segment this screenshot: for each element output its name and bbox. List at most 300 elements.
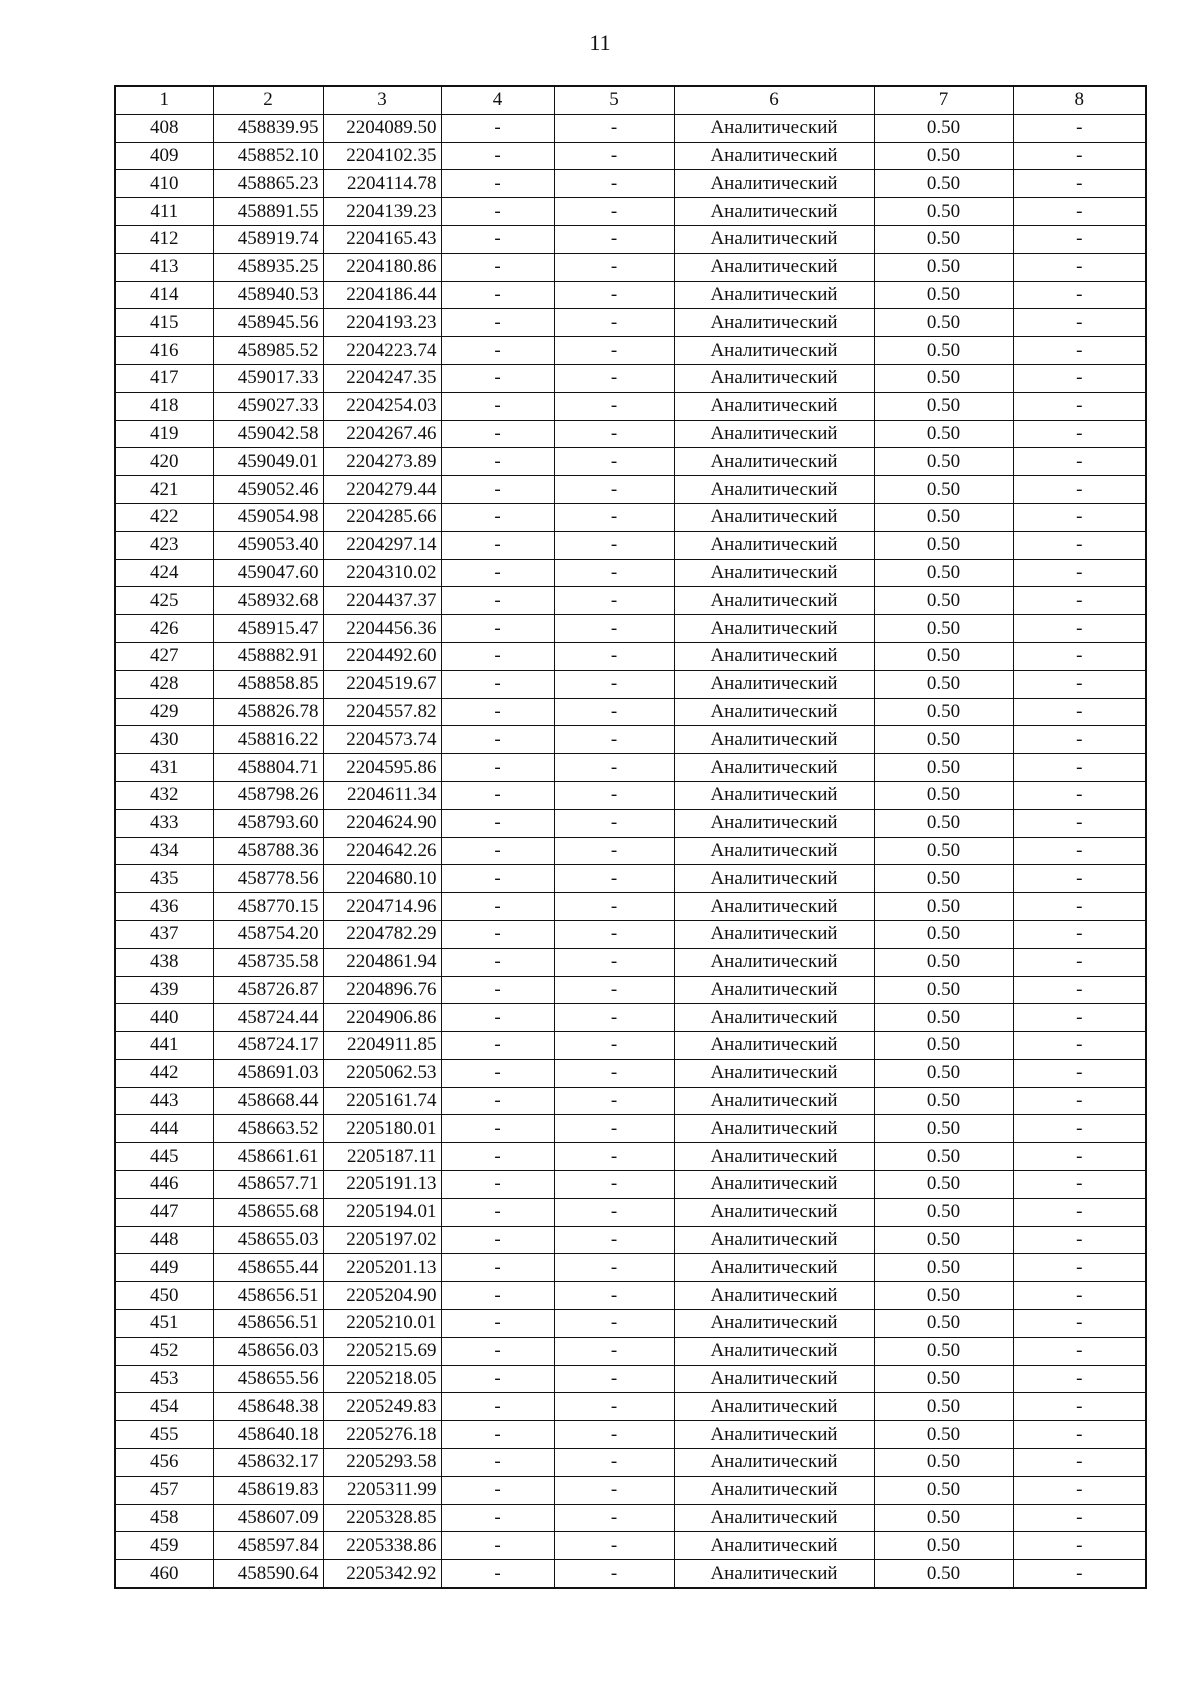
- col8-cell: -: [1013, 392, 1146, 420]
- accuracy-cell: 0.50: [874, 198, 1013, 226]
- y-coordinate-cell: 2204611.34: [323, 781, 441, 809]
- accuracy-cell: 0.50: [874, 448, 1013, 476]
- col4-cell: -: [441, 1282, 554, 1310]
- table-row: [115, 1310, 1146, 1338]
- x-coordinate-cell: 459054.98: [213, 503, 323, 531]
- x-coordinate-cell: 459049.01: [213, 448, 323, 476]
- col8-cell: -: [1013, 142, 1146, 170]
- page-number: 11: [589, 30, 611, 55]
- accuracy-cell: 0.50: [874, 1476, 1013, 1504]
- column-header: 7: [874, 86, 1013, 114]
- column-header: 6: [674, 86, 874, 114]
- point-number-cell: 449: [115, 1254, 213, 1282]
- x-coordinate-cell: 458804.71: [213, 754, 323, 782]
- x-coordinate-cell: 458940.53: [213, 281, 323, 309]
- method-cell: Аналитический: [674, 1115, 874, 1143]
- y-coordinate-cell: 2204285.66: [323, 503, 441, 531]
- x-coordinate-cell: 458597.84: [213, 1532, 323, 1560]
- col5-cell: -: [554, 698, 674, 726]
- x-coordinate-cell: 458655.68: [213, 1198, 323, 1226]
- accuracy-cell: 0.50: [874, 837, 1013, 865]
- accuracy-cell: 0.50: [874, 809, 1013, 837]
- col8-cell: -: [1013, 754, 1146, 782]
- method-cell: Аналитический: [674, 1532, 874, 1560]
- col8-cell: -: [1013, 976, 1146, 1004]
- col4-cell: -: [441, 587, 554, 615]
- y-coordinate-cell: 2205180.01: [323, 1115, 441, 1143]
- col4-cell: -: [441, 670, 554, 698]
- col5-cell: -: [554, 1254, 674, 1282]
- point-number-cell: 416: [115, 337, 213, 365]
- table-row: [115, 476, 1146, 504]
- x-coordinate-cell: 458935.25: [213, 253, 323, 281]
- column-header: 5: [554, 86, 674, 114]
- point-number-cell: 417: [115, 364, 213, 392]
- table-row: [115, 865, 1146, 893]
- col8-cell: -: [1013, 1115, 1146, 1143]
- accuracy-cell: 0.50: [874, 726, 1013, 754]
- col8-cell: -: [1013, 1532, 1146, 1560]
- y-coordinate-cell: 2204519.67: [323, 670, 441, 698]
- col4-cell: -: [441, 225, 554, 253]
- col4-cell: -: [441, 1449, 554, 1477]
- col8-cell: -: [1013, 809, 1146, 837]
- point-number-cell: 425: [115, 587, 213, 615]
- col5-cell: -: [554, 809, 674, 837]
- accuracy-cell: 0.50: [874, 1504, 1013, 1532]
- col4-cell: -: [441, 503, 554, 531]
- y-coordinate-cell: 2204714.96: [323, 893, 441, 921]
- accuracy-cell: 0.50: [874, 1365, 1013, 1393]
- x-coordinate-cell: 458985.52: [213, 337, 323, 365]
- point-number-cell: 442: [115, 1059, 213, 1087]
- x-coordinate-cell: 458839.95: [213, 114, 323, 142]
- y-coordinate-cell: 2204310.02: [323, 559, 441, 587]
- col8-cell: -: [1013, 1310, 1146, 1338]
- point-number-cell: 410: [115, 170, 213, 198]
- col5-cell: -: [554, 865, 674, 893]
- y-coordinate-cell: 2205197.02: [323, 1226, 441, 1254]
- y-coordinate-cell: 2205210.01: [323, 1310, 441, 1338]
- method-cell: Аналитический: [674, 1476, 874, 1504]
- method-cell: Аналитический: [674, 1032, 874, 1060]
- col4-cell: -: [441, 1115, 554, 1143]
- accuracy-cell: 0.50: [874, 170, 1013, 198]
- col4-cell: -: [441, 1004, 554, 1032]
- col5-cell: -: [554, 1032, 674, 1060]
- point-number-cell: 427: [115, 642, 213, 670]
- accuracy-cell: 0.50: [874, 114, 1013, 142]
- col5-cell: -: [554, 1004, 674, 1032]
- table-row: [115, 1449, 1146, 1477]
- y-coordinate-cell: 2205187.11: [323, 1143, 441, 1171]
- col5-cell: -: [554, 337, 674, 365]
- method-cell: Аналитический: [674, 642, 874, 670]
- col4-cell: -: [441, 1143, 554, 1171]
- col8-cell: -: [1013, 364, 1146, 392]
- table-row: [115, 1560, 1146, 1588]
- col8-cell: -: [1013, 1143, 1146, 1171]
- y-coordinate-cell: 2204139.23: [323, 198, 441, 226]
- method-cell: Аналитический: [674, 1449, 874, 1477]
- col4-cell: -: [441, 114, 554, 142]
- y-coordinate-cell: 2204223.74: [323, 337, 441, 365]
- col8-cell: -: [1013, 1004, 1146, 1032]
- x-coordinate-cell: 458754.20: [213, 920, 323, 948]
- method-cell: Аналитический: [674, 448, 874, 476]
- table-row: [115, 781, 1146, 809]
- col5-cell: -: [554, 1365, 674, 1393]
- y-coordinate-cell: 2204254.03: [323, 392, 441, 420]
- col4-cell: -: [441, 281, 554, 309]
- col5-cell: -: [554, 309, 674, 337]
- col8-cell: -: [1013, 670, 1146, 698]
- table-row: [115, 1532, 1146, 1560]
- table-row: [115, 1198, 1146, 1226]
- y-coordinate-cell: 2204782.29: [323, 920, 441, 948]
- y-coordinate-cell: 2205249.83: [323, 1393, 441, 1421]
- table-row: [115, 698, 1146, 726]
- y-coordinate-cell: 2204911.85: [323, 1032, 441, 1060]
- col5-cell: -: [554, 1143, 674, 1171]
- col5-cell: -: [554, 1171, 674, 1199]
- method-cell: Аналитический: [674, 920, 874, 948]
- col4-cell: -: [441, 1059, 554, 1087]
- accuracy-cell: 0.50: [874, 503, 1013, 531]
- y-coordinate-cell: 2204573.74: [323, 726, 441, 754]
- col4-cell: -: [441, 392, 554, 420]
- method-cell: Аналитический: [674, 1254, 874, 1282]
- y-coordinate-cell: 2205342.92: [323, 1560, 441, 1588]
- y-coordinate-cell: 2204193.23: [323, 309, 441, 337]
- point-number-cell: 437: [115, 920, 213, 948]
- x-coordinate-cell: 458816.22: [213, 726, 323, 754]
- col5-cell: -: [554, 476, 674, 504]
- method-cell: Аналитический: [674, 1143, 874, 1171]
- point-number-cell: 453: [115, 1365, 213, 1393]
- accuracy-cell: 0.50: [874, 253, 1013, 281]
- table-row: [115, 142, 1146, 170]
- col8-cell: -: [1013, 1393, 1146, 1421]
- table-row: [115, 1476, 1146, 1504]
- col5-cell: -: [554, 253, 674, 281]
- x-coordinate-cell: 458691.03: [213, 1059, 323, 1087]
- x-coordinate-cell: 458858.85: [213, 670, 323, 698]
- accuracy-cell: 0.50: [874, 559, 1013, 587]
- x-coordinate-cell: 458655.44: [213, 1254, 323, 1282]
- table-row: [115, 392, 1146, 420]
- accuracy-cell: 0.50: [874, 142, 1013, 170]
- point-number-cell: 434: [115, 837, 213, 865]
- col5-cell: -: [554, 670, 674, 698]
- col5-cell: -: [554, 1476, 674, 1504]
- col8-cell: -: [1013, 1504, 1146, 1532]
- method-cell: Аналитический: [674, 615, 874, 643]
- col4-cell: -: [441, 809, 554, 837]
- col5-cell: -: [554, 587, 674, 615]
- table-row: [115, 1087, 1146, 1115]
- table-row: [115, 948, 1146, 976]
- method-cell: Аналитический: [674, 1365, 874, 1393]
- point-number-cell: 428: [115, 670, 213, 698]
- table-row: [115, 1059, 1146, 1087]
- col5-cell: -: [554, 781, 674, 809]
- y-coordinate-cell: 2205311.99: [323, 1476, 441, 1504]
- col5-cell: -: [554, 726, 674, 754]
- y-coordinate-cell: 2205191.13: [323, 1171, 441, 1199]
- method-cell: Аналитический: [674, 1421, 874, 1449]
- point-number-cell: 446: [115, 1171, 213, 1199]
- point-number-cell: 454: [115, 1393, 213, 1421]
- col5-cell: -: [554, 364, 674, 392]
- col4-cell: -: [441, 1476, 554, 1504]
- method-cell: Аналитический: [674, 698, 874, 726]
- column-header: 2: [213, 86, 323, 114]
- accuracy-cell: 0.50: [874, 1115, 1013, 1143]
- col8-cell: -: [1013, 642, 1146, 670]
- point-number-cell: 411: [115, 198, 213, 226]
- method-cell: Аналитический: [674, 531, 874, 559]
- col4-cell: -: [441, 1171, 554, 1199]
- accuracy-cell: 0.50: [874, 1337, 1013, 1365]
- table-row: [115, 503, 1146, 531]
- col4-cell: -: [441, 698, 554, 726]
- table-row: [115, 1226, 1146, 1254]
- method-cell: Аналитический: [674, 253, 874, 281]
- point-number-cell: 445: [115, 1143, 213, 1171]
- col5-cell: -: [554, 503, 674, 531]
- col5-cell: -: [554, 448, 674, 476]
- point-number-cell: 455: [115, 1421, 213, 1449]
- col5-cell: -: [554, 642, 674, 670]
- y-coordinate-cell: 2204680.10: [323, 865, 441, 893]
- y-coordinate-cell: 2204102.35: [323, 142, 441, 170]
- col5-cell: -: [554, 615, 674, 643]
- col5-cell: -: [554, 920, 674, 948]
- x-coordinate-cell: 458648.38: [213, 1393, 323, 1421]
- point-number-cell: 421: [115, 476, 213, 504]
- point-number-cell: 441: [115, 1032, 213, 1060]
- table-row: [115, 364, 1146, 392]
- point-number-cell: 435: [115, 865, 213, 893]
- col4-cell: -: [441, 1198, 554, 1226]
- y-coordinate-cell: 2204089.50: [323, 114, 441, 142]
- col8-cell: -: [1013, 1171, 1146, 1199]
- accuracy-cell: 0.50: [874, 1226, 1013, 1254]
- method-cell: Аналитический: [674, 1171, 874, 1199]
- col4-cell: -: [441, 976, 554, 1004]
- col8-cell: -: [1013, 587, 1146, 615]
- col8-cell: -: [1013, 1421, 1146, 1449]
- col4-cell: -: [441, 420, 554, 448]
- table-row: [115, 893, 1146, 921]
- col4-cell: -: [441, 1504, 554, 1532]
- col4-cell: -: [441, 559, 554, 587]
- y-coordinate-cell: 2204186.44: [323, 281, 441, 309]
- table-row: [115, 1143, 1146, 1171]
- point-number-cell: 452: [115, 1337, 213, 1365]
- col5-cell: -: [554, 754, 674, 782]
- table-row: [115, 281, 1146, 309]
- table-header-row: [115, 86, 1146, 114]
- method-cell: Аналитический: [674, 420, 874, 448]
- method-cell: Аналитический: [674, 865, 874, 893]
- accuracy-cell: 0.50: [874, 309, 1013, 337]
- method-cell: Аналитический: [674, 225, 874, 253]
- point-number-cell: 432: [115, 781, 213, 809]
- table-row: [115, 225, 1146, 253]
- method-cell: Аналитический: [674, 726, 874, 754]
- x-coordinate-cell: 458724.17: [213, 1032, 323, 1060]
- col4-cell: -: [441, 754, 554, 782]
- table-row: [115, 615, 1146, 643]
- method-cell: Аналитический: [674, 170, 874, 198]
- table-row: [115, 420, 1146, 448]
- accuracy-cell: 0.50: [874, 1532, 1013, 1560]
- table-body: [115, 114, 1146, 1588]
- x-coordinate-cell: 458663.52: [213, 1115, 323, 1143]
- point-number-cell: 459: [115, 1532, 213, 1560]
- col5-cell: -: [554, 225, 674, 253]
- point-number-cell: 440: [115, 1004, 213, 1032]
- col8-cell: -: [1013, 531, 1146, 559]
- col5-cell: -: [554, 1059, 674, 1087]
- point-number-cell: 420: [115, 448, 213, 476]
- method-cell: Аналитический: [674, 1282, 874, 1310]
- y-coordinate-cell: 2204492.60: [323, 642, 441, 670]
- col8-cell: -: [1013, 1087, 1146, 1115]
- col5-cell: -: [554, 1560, 674, 1588]
- point-number-cell: 426: [115, 615, 213, 643]
- col4-cell: -: [441, 893, 554, 921]
- method-cell: Аналитический: [674, 114, 874, 142]
- point-number-cell: 444: [115, 1115, 213, 1143]
- col5-cell: -: [554, 1449, 674, 1477]
- col5-cell: -: [554, 1226, 674, 1254]
- x-coordinate-cell: 458798.26: [213, 781, 323, 809]
- table-row: [115, 642, 1146, 670]
- point-number-cell: 458: [115, 1504, 213, 1532]
- point-number-cell: 456: [115, 1449, 213, 1477]
- y-coordinate-cell: 2205215.69: [323, 1337, 441, 1365]
- col5-cell: -: [554, 1393, 674, 1421]
- col8-cell: -: [1013, 698, 1146, 726]
- accuracy-cell: 0.50: [874, 1004, 1013, 1032]
- y-coordinate-cell: 2205276.18: [323, 1421, 441, 1449]
- col5-cell: -: [554, 1115, 674, 1143]
- col8-cell: -: [1013, 170, 1146, 198]
- table-row: [115, 198, 1146, 226]
- y-coordinate-cell: 2205194.01: [323, 1198, 441, 1226]
- col4-cell: -: [441, 920, 554, 948]
- method-cell: Аналитический: [674, 1393, 874, 1421]
- accuracy-cell: 0.50: [874, 642, 1013, 670]
- col8-cell: -: [1013, 1198, 1146, 1226]
- col5-cell: -: [554, 142, 674, 170]
- method-cell: Аналитический: [674, 754, 874, 782]
- col4-cell: -: [441, 1532, 554, 1560]
- col5-cell: -: [554, 837, 674, 865]
- col4-cell: -: [441, 364, 554, 392]
- col4-cell: -: [441, 142, 554, 170]
- x-coordinate-cell: 458793.60: [213, 809, 323, 837]
- x-coordinate-cell: 458590.64: [213, 1560, 323, 1588]
- col4-cell: -: [441, 531, 554, 559]
- x-coordinate-cell: 458607.09: [213, 1504, 323, 1532]
- col8-cell: -: [1013, 1476, 1146, 1504]
- point-number-cell: 415: [115, 309, 213, 337]
- table-row: [115, 1032, 1146, 1060]
- table-row: [115, 448, 1146, 476]
- col8-cell: -: [1013, 1282, 1146, 1310]
- point-number-cell: 439: [115, 976, 213, 1004]
- col4-cell: -: [441, 337, 554, 365]
- y-coordinate-cell: 2204456.36: [323, 615, 441, 643]
- method-cell: Аналитический: [674, 1560, 874, 1588]
- accuracy-cell: 0.50: [874, 1310, 1013, 1338]
- method-cell: Аналитический: [674, 809, 874, 837]
- col8-cell: -: [1013, 781, 1146, 809]
- col4-cell: -: [441, 1254, 554, 1282]
- point-number-cell: 433: [115, 809, 213, 837]
- col5-cell: -: [554, 559, 674, 587]
- y-coordinate-cell: 2204273.89: [323, 448, 441, 476]
- accuracy-cell: 0.50: [874, 364, 1013, 392]
- table-row: [115, 1337, 1146, 1365]
- x-coordinate-cell: 458826.78: [213, 698, 323, 726]
- y-coordinate-cell: 2204247.35: [323, 364, 441, 392]
- col8-cell: -: [1013, 1254, 1146, 1282]
- point-number-cell: 429: [115, 698, 213, 726]
- col8-cell: -: [1013, 198, 1146, 226]
- col5-cell: -: [554, 1310, 674, 1338]
- x-coordinate-cell: 458619.83: [213, 1476, 323, 1504]
- y-coordinate-cell: 2205328.85: [323, 1504, 441, 1532]
- method-cell: Аналитический: [674, 1198, 874, 1226]
- col8-cell: -: [1013, 253, 1146, 281]
- col5-cell: -: [554, 198, 674, 226]
- point-number-cell: 460: [115, 1560, 213, 1588]
- x-coordinate-cell: 458735.58: [213, 948, 323, 976]
- table-row: [115, 1421, 1146, 1449]
- table-row: [115, 1004, 1146, 1032]
- col5-cell: -: [554, 531, 674, 559]
- accuracy-cell: 0.50: [874, 948, 1013, 976]
- method-cell: Аналитический: [674, 976, 874, 1004]
- accuracy-cell: 0.50: [874, 531, 1013, 559]
- method-cell: Аналитический: [674, 142, 874, 170]
- accuracy-cell: 0.50: [874, 754, 1013, 782]
- method-cell: Аналитический: [674, 1087, 874, 1115]
- column-header: 1: [115, 86, 213, 114]
- col8-cell: -: [1013, 837, 1146, 865]
- point-number-cell: 422: [115, 503, 213, 531]
- point-number-cell: 436: [115, 893, 213, 921]
- col4-cell: -: [441, 198, 554, 226]
- x-coordinate-cell: 458788.36: [213, 837, 323, 865]
- table-row: [115, 726, 1146, 754]
- table-row: [115, 976, 1146, 1004]
- method-cell: Аналитический: [674, 198, 874, 226]
- col8-cell: -: [1013, 1032, 1146, 1060]
- x-coordinate-cell: 458770.15: [213, 893, 323, 921]
- col5-cell: -: [554, 893, 674, 921]
- table-row: [115, 337, 1146, 365]
- col5-cell: -: [554, 976, 674, 1004]
- col5-cell: -: [554, 420, 674, 448]
- table-row: [115, 1504, 1146, 1532]
- col5-cell: -: [554, 1532, 674, 1560]
